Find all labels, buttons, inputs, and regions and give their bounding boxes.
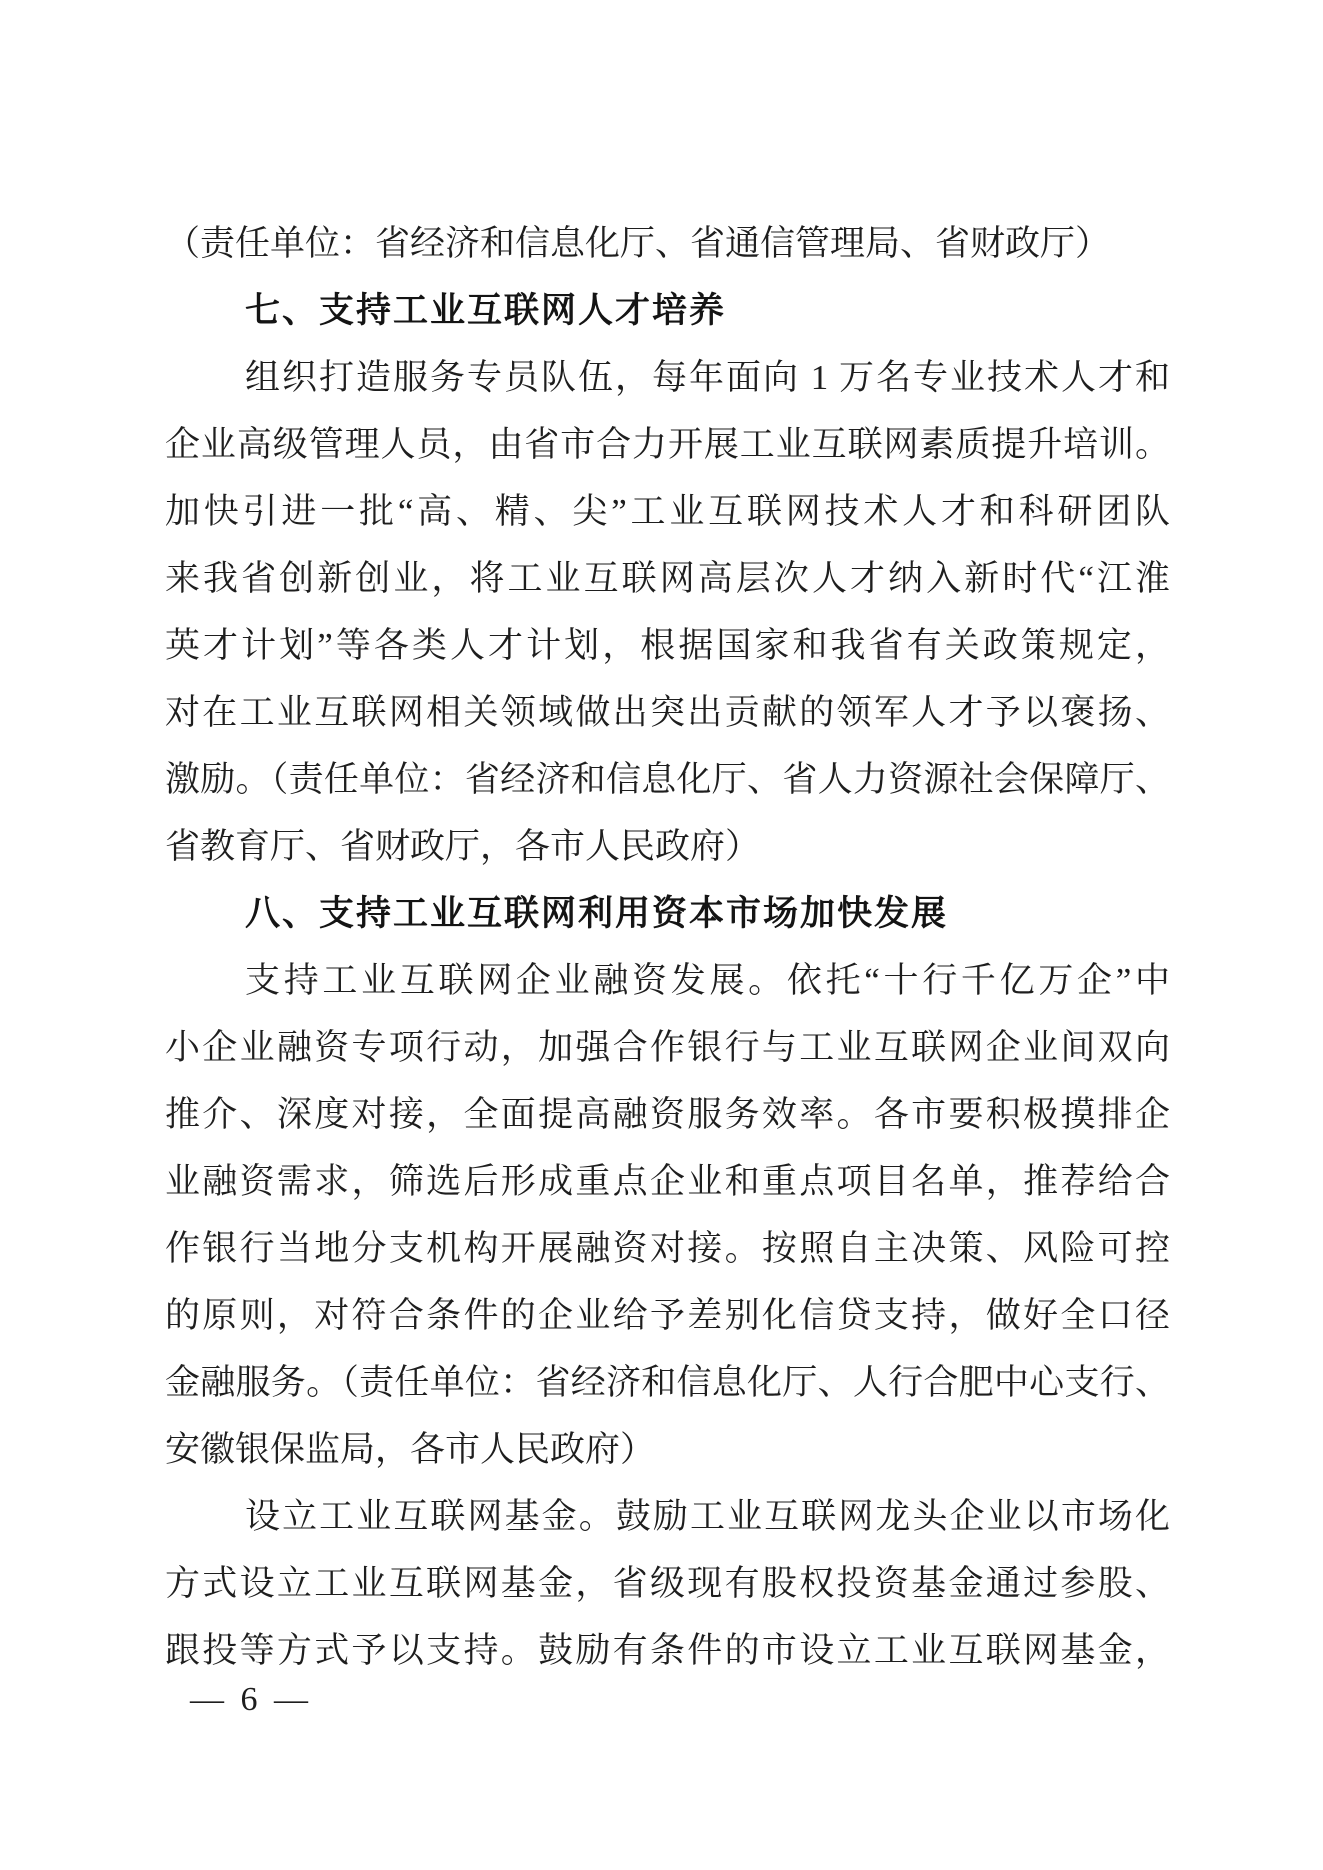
body-line: 推介、深度对接，全面提高融资服务效率。各市要积极摸排企 (165, 1095, 1170, 1134)
page-number: — 6 — (190, 1681, 312, 1718)
body-line: 支持工业互联网企业融资发展。依托“十行千亿万企”中 (245, 961, 1170, 1000)
responsibility-note-line: （责任单位：省经济和信息化厅、省通信管理局、省财政厅） (165, 224, 1111, 263)
body-line: 小企业融资专项行动，加强合作银行与工业互联网企业间双向 (165, 1028, 1170, 1067)
body-line: 业融资需求，筛选后形成重点企业和重点项目名单，推荐给合 (165, 1162, 1170, 1201)
body-line: 作银行当地分支机构开展融资对接。按照自主决策、风险可控 (165, 1229, 1170, 1268)
body-line: 安徽银保监局，各市人民政府） (165, 1430, 656, 1469)
body-line: 设立工业互联网基金。鼓励工业互联网龙头企业以市场化 (245, 1497, 1170, 1536)
body-line: 方式设立工业互联网基金，省级现有股权投资基金通过参股、 (165, 1564, 1170, 1603)
body-line: 激励。（责任单位：省经济和信息化厅、省人力资源社会保障厅、 (165, 760, 1170, 799)
body-line: 组织打造服务专员队伍，每年面向 1 万名专业技术人才和 (245, 358, 1170, 397)
body-line: 金融服务。（责任单位：省经济和信息化厅、人行合肥中心支行、 (165, 1363, 1170, 1402)
section-7-heading: 七、支持工业互联网人才培养 (245, 291, 727, 330)
section-8-heading: 八、支持工业互联网利用资本市场加快发展 (245, 894, 949, 933)
body-line: 跟投等方式予以支持。鼓励有条件的市设立工业互联网基金， (165, 1631, 1170, 1670)
body-line: 省教育厅、省财政厅，各市人民政府） (165, 827, 761, 866)
body-line: 企业高级管理人员，由省市合力开展工业互联网素质提升培训。 (165, 425, 1170, 464)
body-line: 对在工业互联网相关领域做出突出贡献的领军人才予以褒扬、 (165, 693, 1170, 732)
body-line: 英才计划”等各类人才计划，根据国家和我省有关政策规定， (165, 626, 1170, 665)
body-line: 加快引进一批“高、精、尖”工业互联网技术人才和科研团队 (165, 492, 1170, 531)
body-line: 来我省创新创业，将工业互联网高层次人才纳入新时代“江淮 (165, 559, 1170, 598)
body-line: 的原则，对符合条件的企业给予差别化信贷支持，做好全口径 (165, 1296, 1170, 1335)
document-body (165, 210, 1170, 1684)
